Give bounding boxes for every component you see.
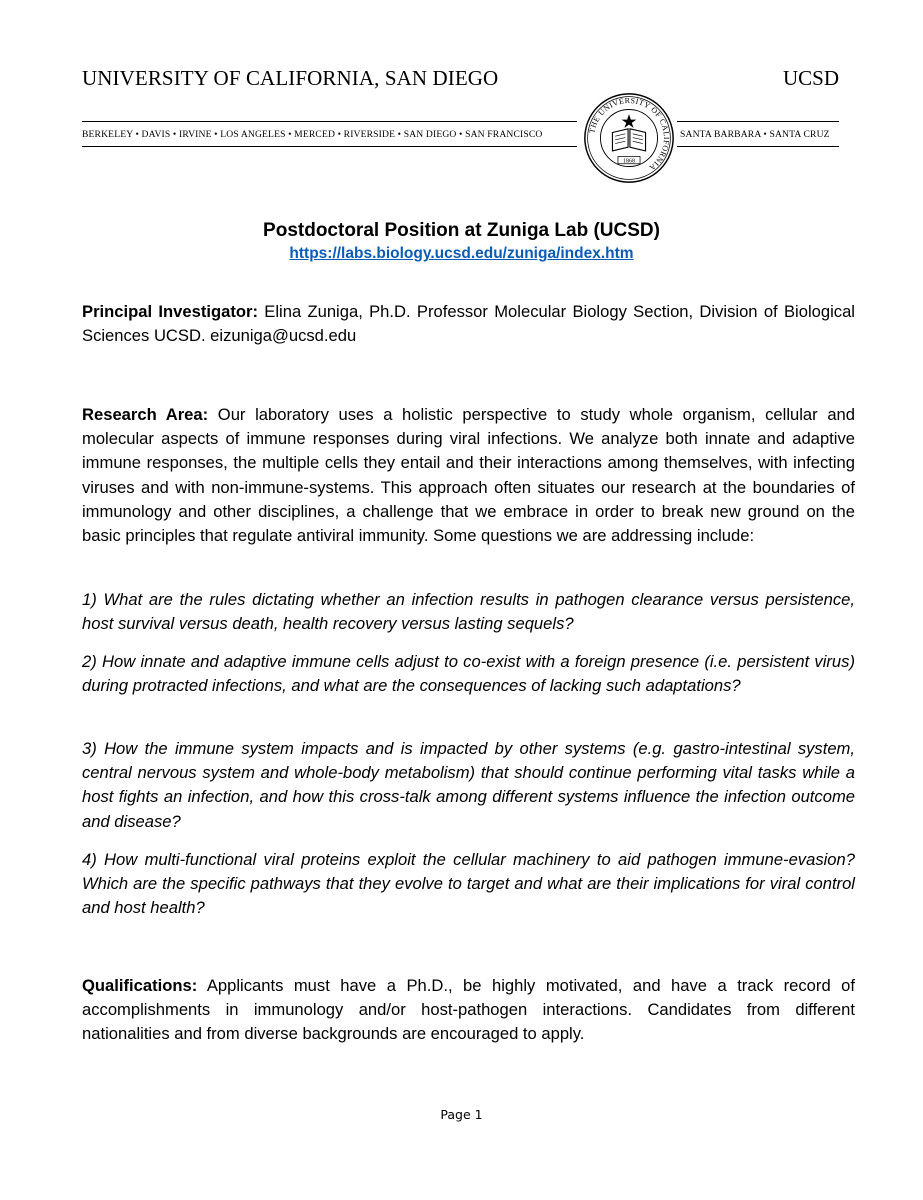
principal-investigator-label: Principal Investigator: xyxy=(82,302,258,321)
qualifications-text: Applicants must have a Ph.D., be highly motivated, and have a track record of accomplishments in immunology and/or host-pathogen interactions. Candidates from different nationalities and from diverse backgrounds are encouraged to apply. xyxy=(82,976,855,1044)
svg-text:1868: 1868 xyxy=(623,158,635,165)
question-item: 2) How innate and adaptive immune cells adjust to co-exist with a foreign presence (i.e. persistent virus) during protracted infections, and what are the consequences of lacking such adaptations? xyxy=(82,652,855,696)
letterhead-rule-left-bottom xyxy=(82,146,577,147)
research-area-paragraph xyxy=(82,403,855,548)
research-area-text: Our laboratory uses a holistic perspective to study whole organism, cellular and molecular aspects of immune responses during viral infections. We analyze both innate and adaptive immune responses, the multiple cells they entail and their interactions among themselves, with infecting viruses and with non-immune-systems. This approach often situates our research at the boundaries of immunology and other disciplines, a challenge that we embrace in order to break new ground on the basic principles that regulate antiviral immunity. Some questions we are addressing include: xyxy=(82,405,856,546)
qualifications-label: Qualifications: xyxy=(82,976,198,995)
qualifications-paragraph xyxy=(82,974,855,1047)
letterhead-rule-right-bottom xyxy=(677,146,839,147)
university-name: UNIVERSITY OF CALIFORNIA, SAN DIEGO xyxy=(82,66,499,90)
letterhead-rule-left-top xyxy=(82,121,577,122)
principal-investigator-paragraph xyxy=(82,300,855,348)
campus-list-left: BERKELEY • DAVIS • IRVINE • LOS ANGELES • MERCED • RIVERSIDE • SAN DIEGO • SAN FRANCISCO xyxy=(82,129,543,140)
principal-investigator-text: Elina Zuniga, Ph.D. Professor Molecular Biology Section, Division of Biological Sciences UCSD. eizuniga@ucsd.edu xyxy=(82,302,855,346)
question-item: 4) How multi-functional viral proteins exploit the cellular machinery to aid pathogen immune-evasion? Which are the specific pathways that they evolve to target and what are their implications for viral control and host health? xyxy=(82,850,855,918)
university-seal-icon xyxy=(583,92,675,184)
svg-text:THE UNIVERSITY OF CALIFORNIA: THE UNIVERSITY OF CALIFORNIA xyxy=(587,95,672,173)
question-item: 1) What are the rules dictating whether an infection results in pathogen clearance versus persistence, host survival versus death, health recovery versus lasting sequels? xyxy=(82,590,855,634)
research-area-label: Research Area: xyxy=(82,405,209,424)
lab-website-link[interactable]: https://labs.biology.ucsd.edu/zuniga/index.htm xyxy=(289,245,634,262)
campus-list-right: SANTA BARBARA • SANTA CRUZ xyxy=(680,129,830,140)
page-number: Page 1 xyxy=(440,1107,483,1122)
question-item: 3) How the immune system impacts and is impacted by other systems (e.g. gastro-intestinal system, central nervous system and whole-body metabolism) that should continue performing vital tasks while a host fights an infection, and how this cross-talk among different systems influence the infection outcome and disease? xyxy=(82,739,855,831)
letterhead-rule-right-top xyxy=(677,121,839,122)
page-title: Postdoctoral Position at Zuniga Lab (UCSD) xyxy=(263,220,660,241)
university-abbreviation: UCSD xyxy=(782,66,839,90)
